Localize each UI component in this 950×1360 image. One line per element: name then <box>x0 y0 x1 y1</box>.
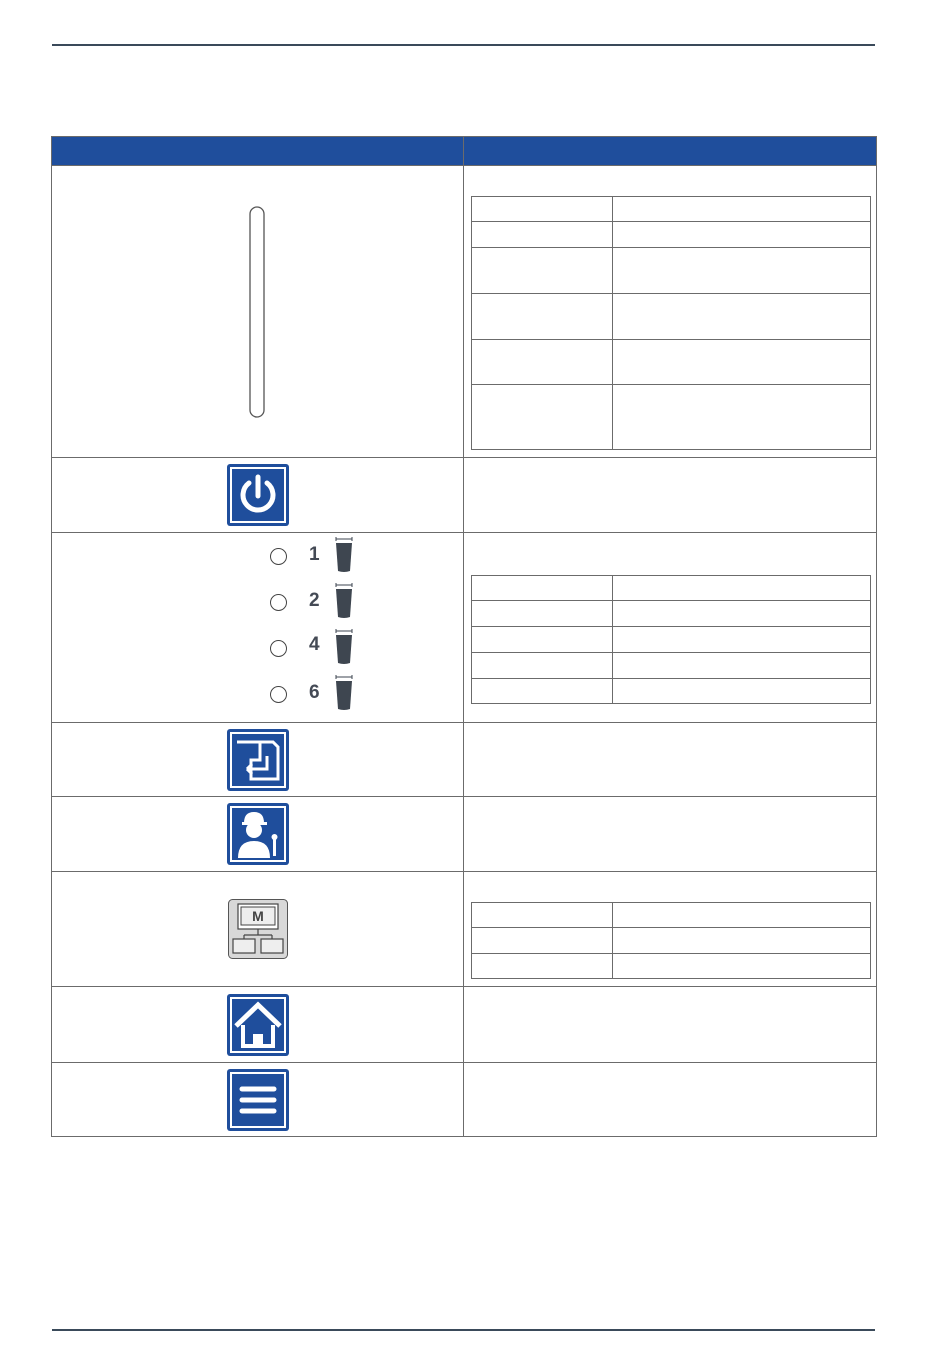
table-row <box>52 797 877 872</box>
description-cell <box>464 723 877 797</box>
top-rule <box>52 44 875 46</box>
icon-cell <box>52 1063 464 1137</box>
cup-icon <box>335 583 353 619</box>
grind-options-cell <box>52 533 464 723</box>
inner-table <box>471 196 871 450</box>
menu-icon[interactable] <box>227 1069 289 1131</box>
bottom-rule <box>52 1329 875 1331</box>
description-cell <box>464 166 877 458</box>
svg-text:M: M <box>251 908 264 924</box>
home-icon[interactable] <box>227 994 289 1056</box>
icon-description-table <box>51 136 877 1137</box>
grind-number: 6 <box>309 682 320 703</box>
radio-button[interactable] <box>270 548 287 565</box>
table-header-row <box>52 137 877 166</box>
grind-option[interactable] <box>265 633 375 679</box>
radio-button[interactable] <box>270 594 287 611</box>
description-cell <box>464 797 877 872</box>
slider-cell <box>52 166 464 458</box>
inner-table <box>471 902 871 979</box>
description-cell <box>464 872 877 987</box>
table-row <box>52 1063 877 1137</box>
inner-table <box>471 575 871 704</box>
description-cell <box>464 458 877 533</box>
grind-option[interactable] <box>265 679 375 725</box>
grind-number: 1 <box>309 544 320 565</box>
grind-option[interactable] <box>265 587 375 633</box>
cup-icon <box>335 675 353 711</box>
machine-network-icon[interactable] <box>228 899 288 959</box>
icon-cell <box>52 458 464 533</box>
table-row <box>52 458 877 533</box>
grind-options-list <box>265 541 375 725</box>
radio-button[interactable] <box>270 640 287 657</box>
icon-cell <box>52 797 464 872</box>
grind-number: 2 <box>309 590 320 611</box>
icon-cell <box>52 723 464 797</box>
table-row <box>52 533 877 723</box>
description-cell <box>464 987 877 1063</box>
header-cell-left <box>52 137 464 166</box>
slider-bar-icon[interactable] <box>249 206 267 420</box>
grind-number: 4 <box>309 634 320 655</box>
description-cell <box>464 533 877 723</box>
icon-cell <box>52 987 464 1063</box>
cup-icon <box>335 537 353 573</box>
table-row <box>52 166 877 458</box>
icon-cell <box>52 872 464 987</box>
radio-button[interactable] <box>270 686 287 703</box>
table-row <box>52 723 877 797</box>
power-icon[interactable] <box>227 464 289 526</box>
header-cell-right <box>464 137 877 166</box>
grind-option[interactable] <box>265 541 375 587</box>
table-row <box>52 987 877 1063</box>
return-icon[interactable] <box>227 729 289 791</box>
cup-icon <box>335 629 353 665</box>
description-cell <box>464 1063 877 1137</box>
table-row <box>52 872 877 987</box>
service-technician-icon[interactable] <box>227 803 289 865</box>
